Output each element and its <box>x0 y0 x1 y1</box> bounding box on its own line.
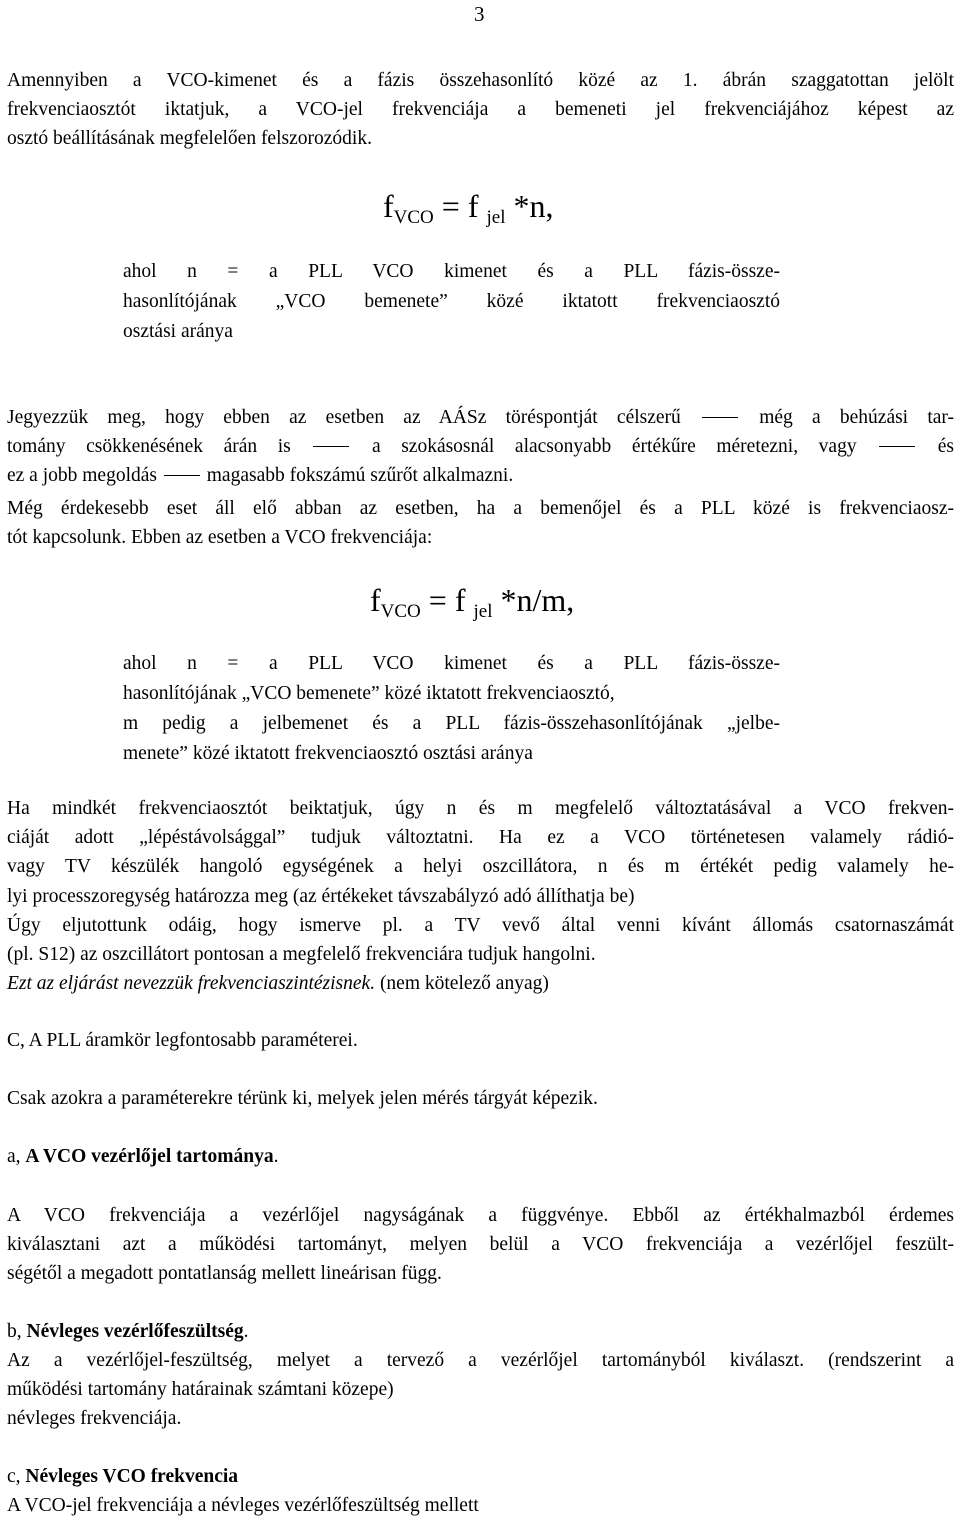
text-line: működési tartomány határainak számtani közepe) <box>7 1379 394 1401</box>
text-line: hasonlítójának „VCO bemenete” közé iktatott frekvenciaosztó, <box>123 683 615 704</box>
text-line: vagy TV készülék hangoló egységének a helyi oszcillátora, n és m értékét pedig valamely he- <box>7 856 954 878</box>
text-line: tomány csökkenésének árán is a szokásosnál alacsonyabb értékűre méretezni, vagy és <box>7 436 955 458</box>
subsection-b-title: b, Névleges vezérlőfeszültség. <box>7 1321 249 1342</box>
text-line: Amennyiben a VCO-kimenet és a fázis összehasonlító közé az 1. ábrán szaggatottan jelölt <box>7 70 954 91</box>
text-line: A VCO frekvenciája a vezérlőjel nagyságának a függvénye. Ebből az értékhalmazból érdemes <box>7 1205 954 1226</box>
text-line: Még érdekesebb eset áll elő abban az esetben, ha a bemenőjel és a PLL közé is frekvenciaosz- <box>7 498 954 519</box>
subsection-a-title: a, A VCO vezérlőjel tartománya. <box>7 1146 279 1167</box>
page-number: 3 <box>474 2 485 26</box>
formula-vco-frequency: $f_{VCO} = f$ $_{jel}$ *n, <box>383 188 554 228</box>
subsection-b-body <box>7 1346 954 1434</box>
formula-definition <box>123 649 780 769</box>
text-line: ségétől a megadott pontatlanság mellett lineárisan függ. <box>7 1263 442 1285</box>
text-line: ahol n = a PLL VCO kimenet és a PLL fázis-össze- <box>123 261 780 282</box>
text-line: m pedig a jelbemenet és a PLL fázis-összehasonlítójának „jelbe- <box>123 713 780 734</box>
paragraph-input-divider <box>7 494 954 552</box>
section-intro: Csak azokra a paraméterekre térünk ki, melyek jelen mérés tárgyát képezik. <box>7 1088 598 1109</box>
dash-rule <box>702 417 738 418</box>
paragraph-note <box>7 403 954 491</box>
text-line: kiválasztani azt a működési tartományt, melyen belül a VCO frekvenciája a vezérlőjel feszült- <box>7 1234 954 1256</box>
text-line: hasonlítójának „VCO bemenete” közé iktatott frekvenciaosztó <box>123 291 780 312</box>
subsection-c-body: A VCO-jel frekvenciája a névleges vezérlőfeszültség mellett <box>7 1495 479 1516</box>
section-heading: C, A PLL áramkör legfontosabb paraméterei. <box>7 1030 358 1051</box>
formula-vco-frequency-divided: $f_{VCO} = f$ $_{jel}$ *n/m, <box>370 582 575 622</box>
dash-rule <box>313 446 349 447</box>
dash-rule <box>879 446 915 447</box>
italic-definition: Ezt az eljárást nevezzük frekvenciaszintézisnek. <box>7 973 376 995</box>
formula-definition <box>123 257 780 347</box>
text-line: Ezt az eljárást nevezzük frekvenciaszintézisnek. (nem kötelező anyag) <box>7 973 549 995</box>
text-line: Úgy eljutottunk odáig, hogy ismerve pl. a TV vevő által venni kívánt állomás csatornaszámát <box>7 914 954 936</box>
text-line: Az a vezérlőjel-feszültség, melyet a tervező a vezérlőjel tartományból kiválaszt. (rendszerint a <box>7 1350 954 1371</box>
text-line: osztási aránya <box>123 321 233 342</box>
text-line: névleges frekvenciája. <box>7 1408 182 1430</box>
text-line: ciáját adott „lépéstávolsággal” tudjuk változtatni. Ha ez a VCO történetesen valamely rádió- <box>7 827 954 849</box>
text-line: menete” közé iktatott frekvenciaosztó osztási aránya <box>123 743 533 764</box>
text-line: frekvenciaosztót iktatjuk, a VCO-jel frekvenciája a bemeneti jel frekvenciájához képest az <box>7 99 954 121</box>
text-line: Ha mindkét frekvenciaosztót beiktatjuk, úgy n és m megfelelő változtatásával a VCO frekven- <box>7 798 954 819</box>
text-line: osztó beállításának megfelelően felszorozódik. <box>7 128 372 150</box>
text-line: lyi processzoregység határozza meg (az értékeket távszabályzó adó állíthatja be) <box>7 885 635 907</box>
dash-rule <box>164 475 200 476</box>
subsection-c-title: c, Névleges VCO frekvencia <box>7 1466 239 1487</box>
text-line: Jegyezzük meg, hogy ebben az esetben az AÁSz töréspontját célszerű még a behúzási tar- <box>7 407 954 428</box>
text-line: ez a jobb megoldás magasabb fokszámú szűrőt alkalmazni. <box>7 465 514 487</box>
text-line: tót kapcsolunk. Ebben az esetben a VCO frekvenciája: <box>7 527 433 549</box>
paragraph-synthesis <box>7 794 954 998</box>
subsection-a-body <box>7 1201 954 1289</box>
text-line: (pl. S12) az oszcillátort pontosan a megfelelő frekvenciára tudjuk hangolni. <box>7 944 596 966</box>
text-line: ahol n = a PLL VCO kimenet és a PLL fázis-össze- <box>123 653 780 674</box>
paragraph-intro <box>7 66 954 154</box>
